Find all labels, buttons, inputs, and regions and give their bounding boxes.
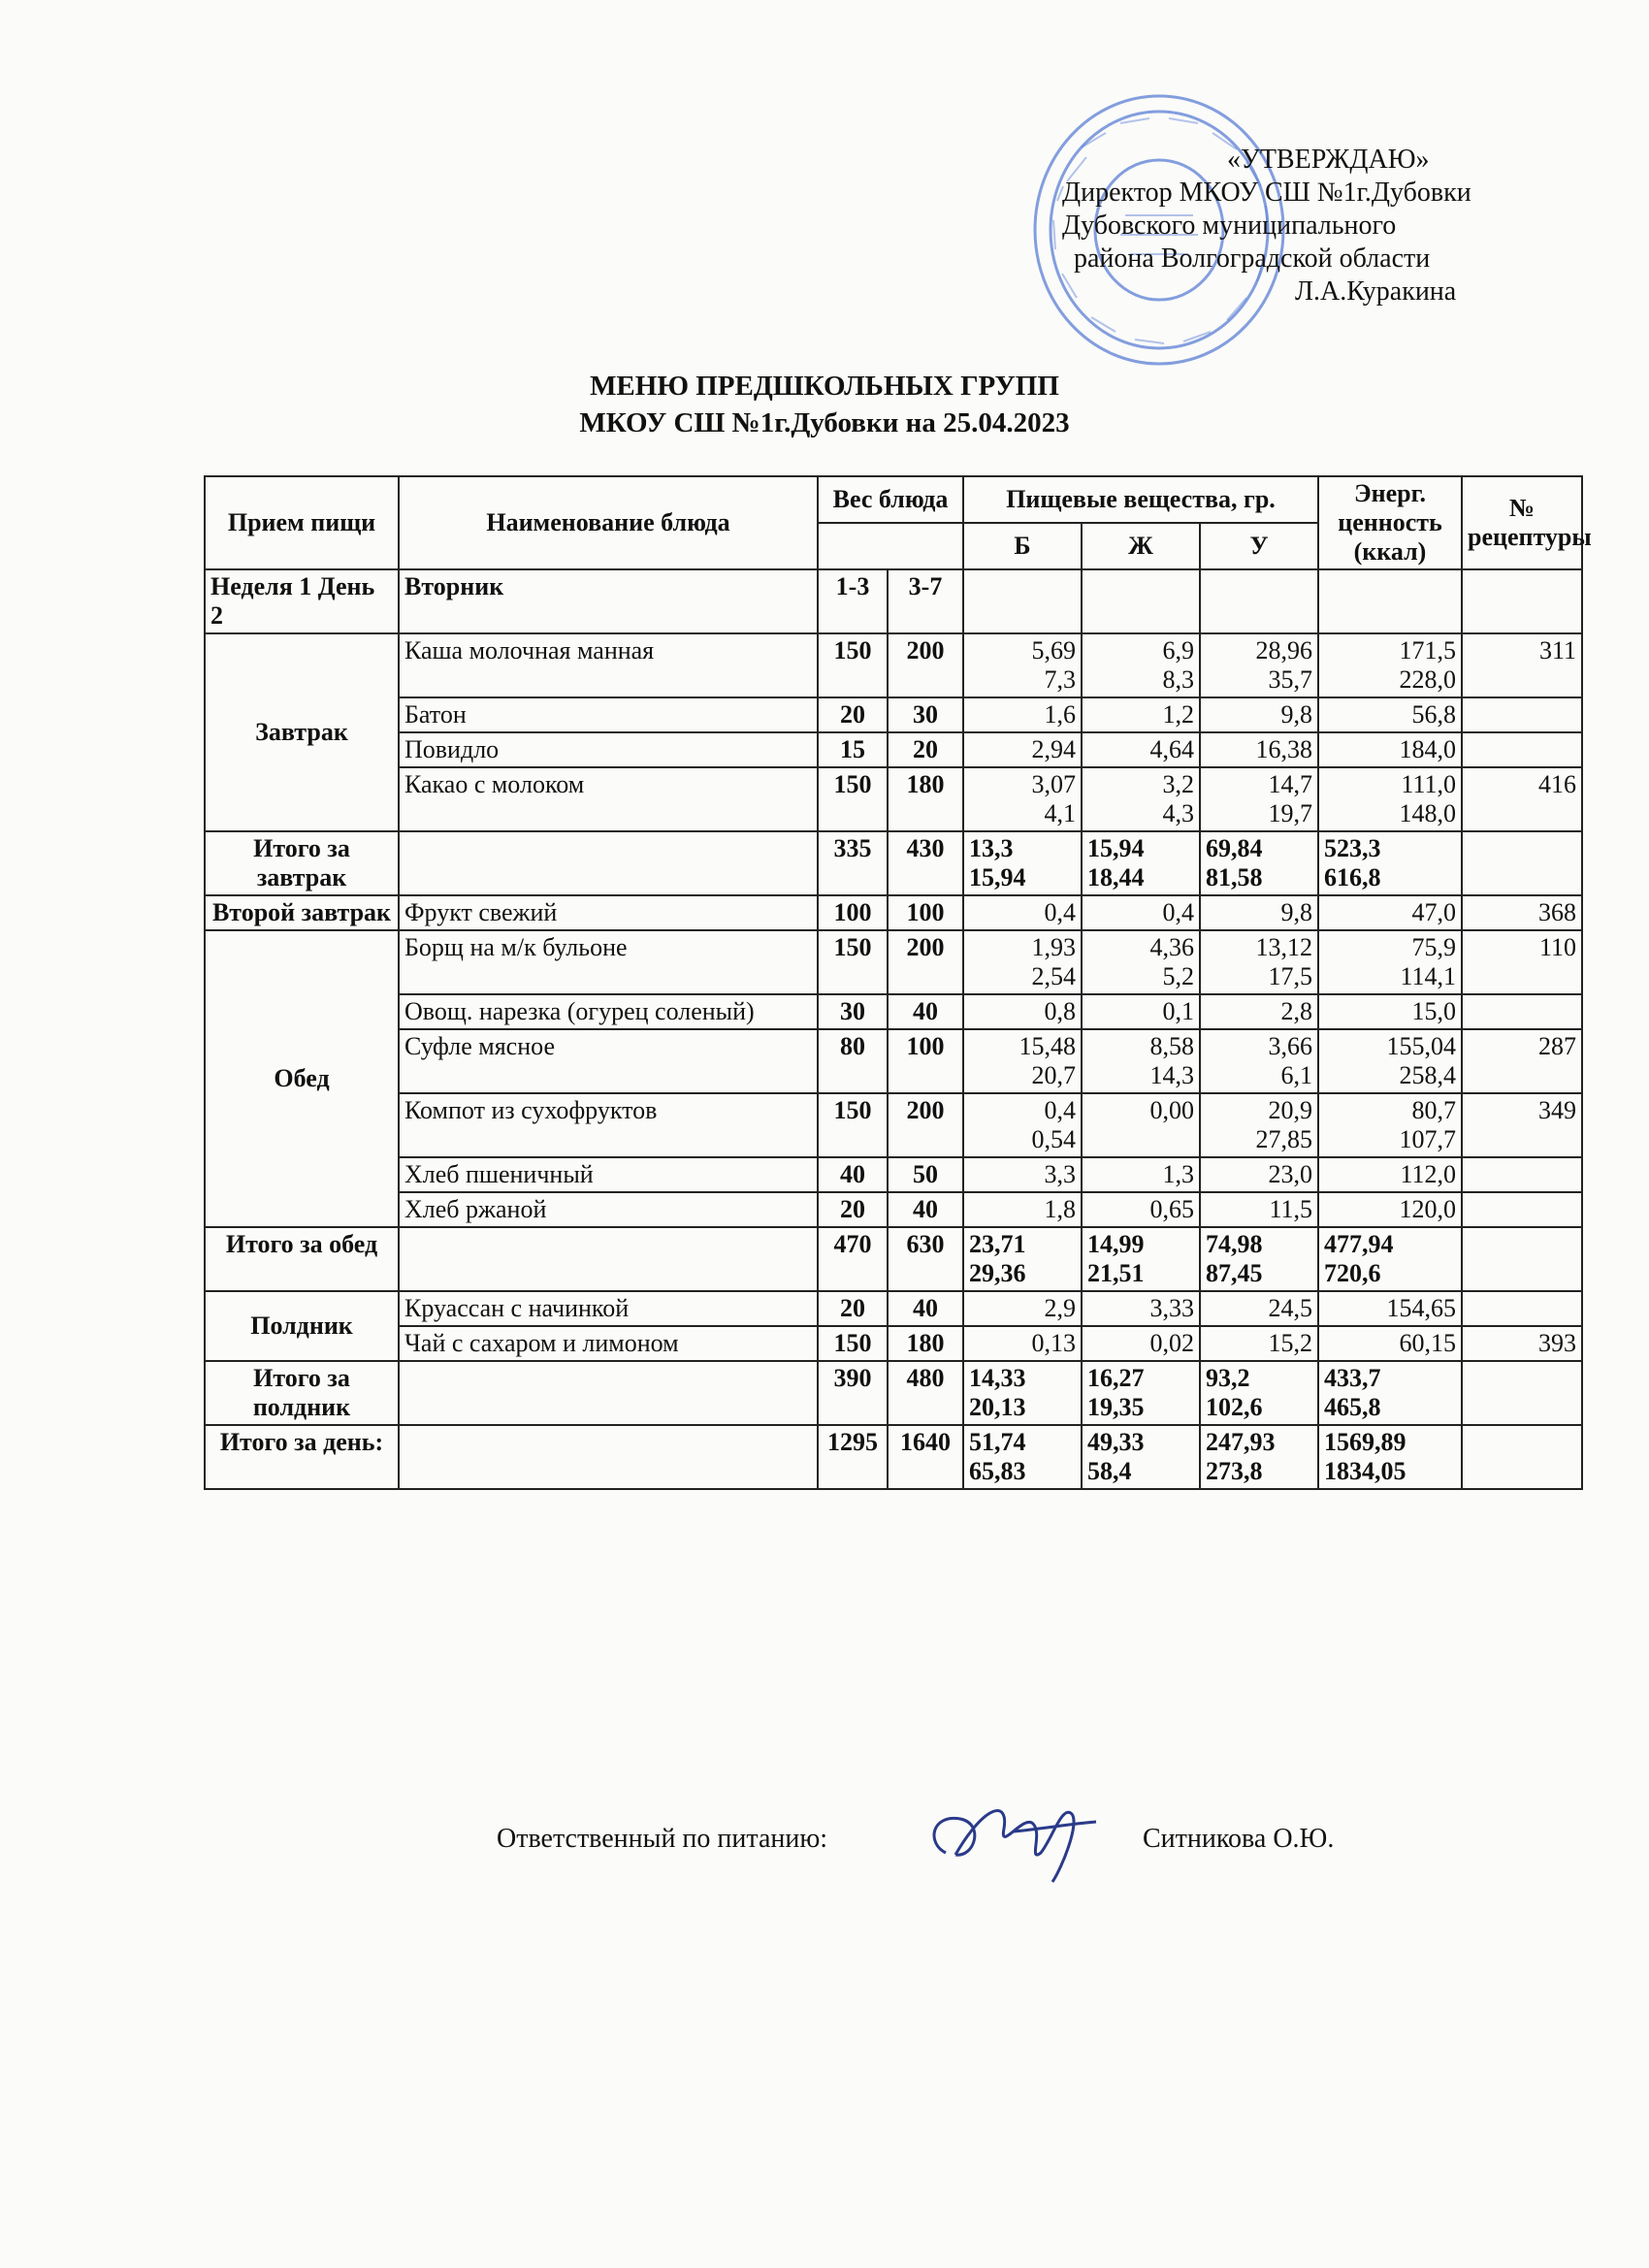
fat-value: 0,02 [1082,1326,1200,1361]
total-fat: 14,99 21,51 [1082,1227,1200,1291]
fat-value: 0,00 [1082,1093,1200,1157]
fat-value: 8,58 14,3 [1082,1029,1200,1093]
fat-value: 1,2 [1082,697,1200,732]
dish-name: Овощ. нарезка (огурец соленый) [399,994,818,1029]
energy-value: 80,7 107,7 [1318,1093,1462,1157]
carb-value: 13,12 17,5 [1200,930,1318,994]
total-label: Итого за полдник [205,1361,399,1425]
total-label: Итого за завтрак [205,831,399,895]
weight-1-3: 20 [818,1291,888,1326]
dish-name: Хлеб пшеничный [399,1157,818,1192]
recipe-number: 311 [1462,633,1582,697]
table-row [205,895,1582,930]
recipe-number [1462,732,1582,767]
total-row [205,1227,1582,1291]
energy-value: 120,0 [1318,1192,1462,1227]
table-row [205,1157,1582,1192]
total-empty [399,831,818,895]
page-title: МЕНЮ ПРЕДШКОЛЬНЫХ ГРУПП [590,371,1059,402]
total-weight-1-3: 335 [818,831,888,895]
total-energy: 477,94 720,6 [1318,1227,1462,1291]
weight-1-3: 150 [818,767,888,831]
carb-value: 28,96 35,7 [1200,633,1318,697]
total-weight-1-3: 1295 [818,1425,888,1489]
energy-value: 111,0 148,0 [1318,767,1462,831]
energy-value: 75,9 114,1 [1318,930,1462,994]
weight-3-7: 40 [888,1192,963,1227]
energy-value: 184,0 [1318,732,1462,767]
dish-name: Суфле мясное [399,1029,818,1093]
approval-line-4: района Волгоградской области [1074,243,1431,274]
table-row [205,633,1582,697]
total-row [205,1361,1582,1425]
fat-value: 4,64 [1082,732,1200,767]
carb-value: 20,9 27,85 [1200,1093,1318,1157]
table-row [205,1093,1582,1157]
dish-name: Какао с молоком [399,767,818,831]
total-empty [399,1361,818,1425]
table-row [205,697,1582,732]
fat-value: 6,9 8,3 [1082,633,1200,697]
table-row [205,994,1582,1029]
signature-name: Ситникова О.Ю. [1143,1824,1335,1854]
header-row [205,476,1582,523]
protein-value: 1,93 2,54 [963,930,1082,994]
recipe-number: 110 [1462,930,1582,994]
signature-image [917,1785,1111,1892]
approval-line-1: «УТВЕРЖДАЮ» [1227,145,1430,175]
weight-3-7: 200 [888,633,963,697]
total-fat: 15,94 18,44 [1082,831,1200,895]
weight-3-7: 200 [888,930,963,994]
carb-value: 23,0 [1200,1157,1318,1192]
weight-3-7: 100 [888,1029,963,1093]
carb-value: 11,5 [1200,1192,1318,1227]
total-recipe-empty [1462,1227,1582,1291]
header-weight-empty [818,523,963,569]
header-zh: Ж [1082,523,1200,569]
weight-1-3: 150 [818,1326,888,1361]
total-weight-3-7: 480 [888,1361,963,1425]
total-empty [399,1227,818,1291]
carb-value: 24,5 [1200,1291,1318,1326]
fat-value: 0,1 [1082,994,1200,1029]
age-group-2: 3-7 [888,569,963,633]
energy-value: 112,0 [1318,1157,1462,1192]
protein-value: 0,4 0,54 [963,1093,1082,1157]
carb-value: 14,7 19,7 [1200,767,1318,831]
header-u: У [1200,523,1318,569]
total-label: Итого за обед [205,1227,399,1291]
table-row [205,1326,1582,1361]
energy-value: 47,0 [1318,895,1462,930]
dish-name: Хлеб ржаной [399,1192,818,1227]
protein-value: 2,94 [963,732,1082,767]
age-group-1: 1-3 [818,569,888,633]
total-weight-1-3: 470 [818,1227,888,1291]
energy-value: 171,5 228,0 [1318,633,1462,697]
dish-name: Каша молочная манная [399,633,818,697]
meal-name: Обед [205,930,399,1227]
total-carb: 69,84 81,58 [1200,831,1318,895]
protein-value: 2,9 [963,1291,1082,1326]
protein-value: 5,69 7,3 [963,633,1082,697]
weight-1-3: 15 [818,732,888,767]
header-weight: Вес блюда [818,476,963,523]
weight-1-3: 150 [818,930,888,994]
meal-name: Завтрак [205,633,399,831]
weight-3-7: 180 [888,1326,963,1361]
dish-name: Повидло [399,732,818,767]
weight-3-7: 200 [888,1093,963,1157]
weight-3-7: 40 [888,1291,963,1326]
week-day: Вторник [399,569,818,633]
total-energy: 523,3 616,8 [1318,831,1462,895]
recipe-number [1462,1192,1582,1227]
dish-name: Круассан с начинкой [399,1291,818,1326]
fat-value: 1,3 [1082,1157,1200,1192]
total-recipe-empty [1462,1425,1582,1489]
weight-1-3: 40 [818,1157,888,1192]
total-energy: 433,7 465,8 [1318,1361,1462,1425]
weight-1-3: 150 [818,633,888,697]
total-carb: 74,98 87,45 [1200,1227,1318,1291]
total-empty [399,1425,818,1489]
carb-value: 2,8 [1200,994,1318,1029]
weight-3-7: 20 [888,732,963,767]
total-carb: 93,2 102,6 [1200,1361,1318,1425]
dish-name: Борщ на м/к бульоне [399,930,818,994]
total-row [205,1425,1582,1489]
fat-value: 3,2 4,3 [1082,767,1200,831]
table-row [205,732,1582,767]
total-weight-3-7: 1640 [888,1425,963,1489]
weight-3-7: 40 [888,994,963,1029]
total-recipe-empty [1462,1361,1582,1425]
fat-value: 0,4 [1082,895,1200,930]
table-row [205,1192,1582,1227]
header-meal: Прием пищи [205,476,399,569]
fat-value: 3,33 [1082,1291,1200,1326]
dish-name: Батон [399,697,818,732]
meal-name: Полдник [205,1291,399,1361]
total-protein: 14,33 20,13 [963,1361,1082,1425]
approval-line-2: Директор МКОУ СШ №1г.Дубовки [1062,178,1471,208]
weight-1-3: 20 [818,1192,888,1227]
recipe-number: 287 [1462,1029,1582,1093]
weight-1-3: 100 [818,895,888,930]
recipe-number [1462,1291,1582,1326]
carb-value: 3,66 6,1 [1200,1029,1318,1093]
dish-name: Фрукт свежий [399,895,818,930]
total-label: Итого за день: [205,1425,399,1489]
energy-value: 56,8 [1318,697,1462,732]
weight-1-3: 20 [818,697,888,732]
table-row [205,1029,1582,1093]
protein-value: 15,48 20,7 [963,1029,1082,1093]
protein-value: 3,07 4,1 [963,767,1082,831]
fat-value: 4,36 5,2 [1082,930,1200,994]
table-row [205,1291,1582,1326]
total-protein: 13,3 15,94 [963,831,1082,895]
total-weight-1-3: 390 [818,1361,888,1425]
table-row [205,767,1582,831]
recipe-number: 416 [1462,767,1582,831]
protein-value: 1,8 [963,1192,1082,1227]
weight-3-7: 180 [888,767,963,831]
dish-name: Компот из сухофруктов [399,1093,818,1157]
meal-name: Второй завтрак [205,895,399,930]
weight-3-7: 50 [888,1157,963,1192]
approval-block [1062,144,1567,308]
carb-value: 15,2 [1200,1326,1318,1361]
total-carb: 247,93 273,8 [1200,1425,1318,1489]
carb-value: 9,8 [1200,895,1318,930]
protein-value: 0,8 [963,994,1082,1029]
approval-line-5: Л.А.Куракина [1295,276,1457,307]
protein-value: 3,3 [963,1157,1082,1192]
weight-3-7: 30 [888,697,963,732]
energy-value: 154,65 [1318,1291,1462,1326]
carb-value: 9,8 [1200,697,1318,732]
week-row [205,569,1582,633]
week-label: Неделя 1 День 2 [205,569,399,633]
weight-1-3: 80 [818,1029,888,1093]
total-recipe-empty [1462,831,1582,895]
header-recipe: № рецептуры [1462,476,1582,569]
weight-1-3: 30 [818,994,888,1029]
protein-value: 1,6 [963,697,1082,732]
header-dish: Наименование блюда [399,476,818,569]
recipe-number: 349 [1462,1093,1582,1157]
table-row [205,930,1582,994]
total-weight-3-7: 430 [888,831,963,895]
menu-table [204,475,1592,1490]
total-fat: 49,33 58,4 [1082,1425,1200,1489]
dish-name: Чай с сахаром и лимоном [399,1326,818,1361]
approval-line-3: Дубовского муниципального [1062,211,1397,241]
total-fat: 16,27 19,35 [1082,1361,1200,1425]
protein-value: 0,4 [963,895,1082,930]
fat-value: 0,65 [1082,1192,1200,1227]
header-energy: Энерг. ценность (ккал) [1318,476,1462,569]
total-protein: 51,74 65,83 [963,1425,1082,1489]
header-nutrients: Пищевые вещества, гр. [963,476,1318,523]
total-energy: 1569,89 1834,05 [1318,1425,1462,1489]
recipe-number [1462,994,1582,1029]
energy-value: 155,04 258,4 [1318,1029,1462,1093]
protein-value: 0,13 [963,1326,1082,1361]
recipe-number: 368 [1462,895,1582,930]
page-subtitle: МКОУ СШ №1г.Дубовки на 25.04.2023 [579,407,1070,438]
recipe-number [1462,697,1582,732]
total-protein: 23,71 29,36 [963,1227,1082,1291]
energy-value: 15,0 [1318,994,1462,1029]
total-row [205,831,1582,895]
energy-value: 60,15 [1318,1326,1462,1361]
weight-1-3: 150 [818,1093,888,1157]
signature-label: Ответственный по питанию: [497,1824,828,1854]
header-b: Б [963,523,1082,569]
recipe-number [1462,1157,1582,1192]
weight-3-7: 100 [888,895,963,930]
total-weight-3-7: 630 [888,1227,963,1291]
carb-value: 16,38 [1200,732,1318,767]
recipe-number: 393 [1462,1326,1582,1361]
